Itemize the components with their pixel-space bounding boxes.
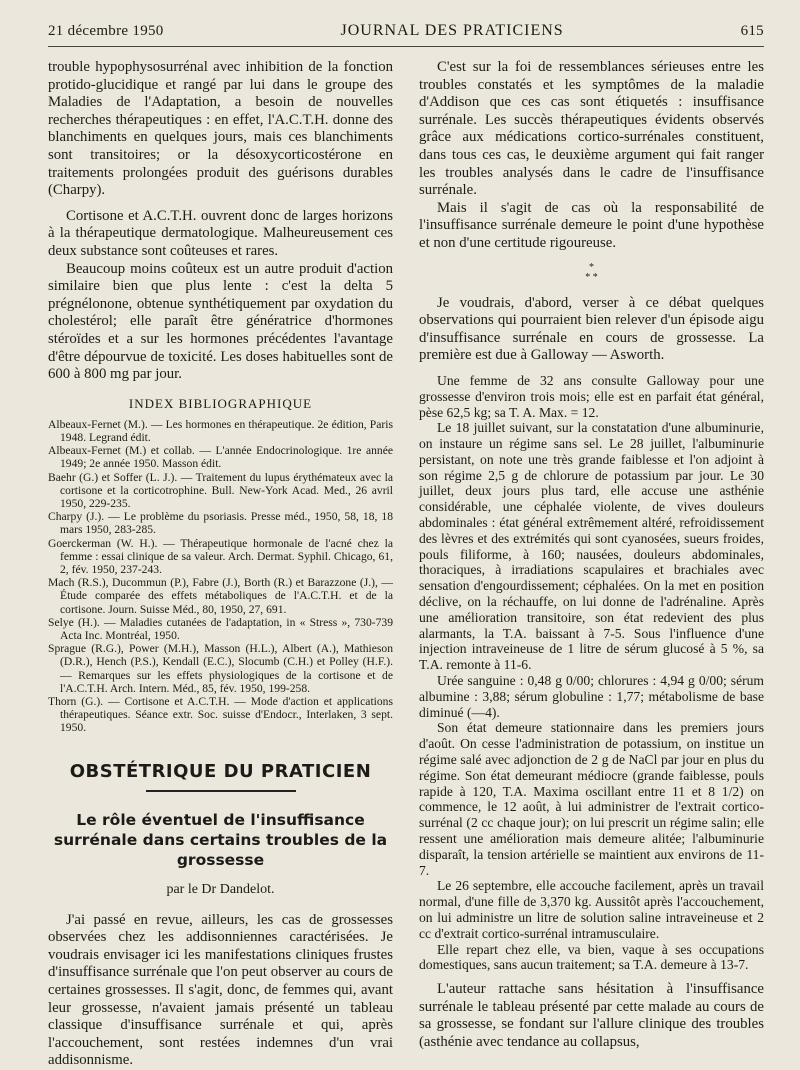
right-paragraph-1: C'est sur la foi de ressemblances sérieuses entre les troubles constatés et les symptômes de la maladie d'Addison que ces cas sont étiquetés : insuffisance surrénale. Les succès thérapeutiques évidents observés grâce aux médications cortico-surrénales constituent, dans tous ces cas, le deuxième argument qui fait ranger les troubles analysés dans le cadre de l'insuffisance surrénale. bbox=[419, 59, 764, 199]
running-header bbox=[48, 22, 764, 47]
header-journal-title: JOURNAL DES PRATICIENS bbox=[340, 22, 564, 39]
bibliography-entry: Charpy (J.). — Le problème du psoriasis. Presse méd., 1950, 58, 18, 18 mars 1950, 283-285. bbox=[48, 510, 393, 537]
left-paragraph-2: Cortisone et A.C.T.H. ouvrent donc de larges horizons à la thérapeutique dermatologique. Malheureusement ces deux substance sont coûteuses et rares. bbox=[48, 207, 393, 259]
bibliography-list bbox=[48, 418, 393, 735]
bibliography-entry: Albeaux-Fernet (M.). — Les hormones en thérapeutique. 2e édition, Paris 1948. Legrand édit. bbox=[48, 417, 393, 444]
left-paragraph-3: Beaucoup moins coûteux est un autre produit d'action similaire bien que plus lente : c'est la delta 5 prégnélonone, obtenue synthétiquement par oxydation du cholestérol; elle paraît être génératrice d'hormones stéroïdes et a sur les hormones précédentes l'avantage d'être dépourvue de toxicité. Les doses habituelles sont de 600 à 800 mg par jour. bbox=[48, 260, 393, 383]
left-column bbox=[48, 59, 393, 1070]
asterism-bottom: * * bbox=[585, 271, 598, 283]
right-paragraph-8: Le 26 septembre, elle accouche facilement, après un travail normal, d'une fille de 3,370 kg. Aussitôt après l'accouchement, on lui administre un litre de solution saline intraveineuse et 2 cc d'extrait cortico-surrénal intramusculaire. bbox=[419, 878, 764, 941]
bibliography-entry: Baehr (G.) et Soffer (L. J.). — Traitement du lupus érythémateux avec la cortisone et la corticotrophine. Bull. New-York Acad. Med., 26 avril 1950, 229-235. bbox=[48, 470, 393, 510]
right-paragraph-5: Le 18 juillet suivant, sur la constatation d'une albuminurie, on instaure un régime sans sel. Le 28 juillet, l'albuminurie persistant, on note une très grande faiblesse et l'on adjoint à son régime 2,5 g de chlorure de potassium par jour. Le 30 juillet, deux jours plus tard, elle accuse une asthénie considérable, une céphalée violente, de vives douleurs abdominales : état général extrêmement altéré, refroidissement des lèvres et des extrémités qui sont cyanosées, sueurs froides, pouls filiforme, à 160; nausées, douleurs abdominales, thoraciques, à irradiations scapulaires et brachiales avec sensation d'engourdissement; céphalées. On la met en position déclive, on la réchauffe, on lui donne de l'adrénaline. Après une amélioration transitoire, son état redevient des plus alarmants, la T.A. baissant à 7-5. Sous l'influence d'une injection intraveineuse de 1 litre de sérum glucosé à 5 %, sa T.A. remonte à 11-6. bbox=[419, 420, 764, 673]
bibliography-entry: Thorn (G.). — Cortisone et A.C.T.H. — Mode d'action et applications thérapeutiques. Séance extr. Soc. suisse d'Endocr., Interlaken, 3 sept. 1950. bbox=[48, 694, 393, 735]
right-paragraph-4: Une femme de 32 ans consulte Galloway pour une grossesse d'environ trois mois; elle est en parfait état général, pèse 62,5 kg; sa T. A. Max. = 12. bbox=[419, 372, 764, 420]
section-title: OBSTÉTRIQUE DU PRATICIEN bbox=[69, 760, 372, 782]
section-divider bbox=[146, 790, 296, 792]
header-page-number: 615 bbox=[740, 23, 764, 39]
bibliography-heading: INDEX BIBLIOGRAPHIQUE bbox=[128, 395, 313, 411]
header-date: 21 décembre 1950 bbox=[48, 23, 164, 39]
article-title: Le rôle éventuel de l'insuffisance surrénale dans certains troubles de la grossesse bbox=[53, 810, 388, 869]
article-byline: par le Dr Dandelot. bbox=[166, 881, 275, 897]
right-paragraph-3: Je voudrais, d'abord, verser à ce débat quelques observations qui pourraient bien relever d'un épisode aigu d'insuffisance surrénale en cours de grossesse. La première est due à Galloway — Asworth. bbox=[419, 294, 764, 364]
bibliography-entry: Sprague (R.G.), Power (M.H.), Masson (H.L.), Albert (A.), Mathieson (D.R.), Hench (P.S.), Kendall (E.C.), Slocumb (C.H.) et Polley (H.F.). — Remarques sur les effets physiologiques de la cortisone et de l'A.C.T.H. Arch. Intern. Méd., 85, fév. 1950, 199-258. bbox=[48, 642, 393, 695]
right-paragraph-6: Urée sanguine : 0,48 g 0/00; chlorures : 4,94 g 0/00; sérum albumine : 3,88; sérum globuline : 1,77; métabolisme de base diminué (—4). bbox=[419, 673, 764, 720]
bibliography-entry: Selye (H.). — Maladies cutanées de l'adaptation, in « Stress », 730-739 Acta Inc. Montréal, 1950. bbox=[48, 615, 393, 642]
left-paragraph-4: J'ai passé en revue, ailleurs, les cas de grossesses observées chez les addisonniennes caractérisées. Je voudrais envisager ici les manifestations cliniques frustes d'insuffisance surrénale que l'on peut observer au cours de certaines grossesses. Il s'agit, donc, de femmes qui, avant leur grossesse, n'avaient jamais présenté un tableau classique d'insuffisance surrénale et qui, après l'accouchement, sont restées indemnes d'un vrai addisonnisme. bbox=[48, 911, 393, 1069]
asterism bbox=[419, 263, 764, 283]
bibliography-entry: Goerckerman (W. H.). — Thérapeutique hormonale de l'acné chez la femme : essai clinique de sa valeur. Arch. Dermat. Syphil. Chicago, 61, 2, fév. 1950, 237-243. bbox=[48, 536, 393, 576]
right-paragraph-10: L'auteur rattache sans hésitation à l'insuffisance surrénale le tableau présenté par cette malade au cours de sa grossesse, se fondant sur l'allure clinique des troubles (asthénie avec tendance au collapsus, bbox=[419, 981, 764, 1050]
bibliography-entry: Mach (R.S.), Ducommun (P.), Fabre (J.), Borth (R.) et Barazzone (J.), — Étude comparée des effets métaboliques de l'A.C.T.H. et de la cortisone. Journ. Suisse Méd., 80, 1950, 27, 691. bbox=[48, 576, 393, 616]
asterism-top: * bbox=[589, 261, 594, 273]
right-paragraph-9: Elle repart chez elle, va bien, vaque à ses occupations domestiques, sans aucun traitement; sa T.A. demeure à 13-7. bbox=[419, 941, 764, 973]
right-paragraph-2: Mais il s'agit de cas où la responsabilité de l'insuffisance surrénale demeure le point d'une hypothèse et non d'une certitude rigoureuse. bbox=[419, 199, 764, 251]
right-paragraph-7: Son état demeure stationnaire dans les premiers jours d'août. On cesse l'administration de potassium, on institue un régime salé avec adjonction de 2 g de NaCl par jour en plus du régime. Son état demeurant médiocre (grande faiblesse, pouls rapide à 120, T.A. Maxima oscillant entre 11 et 8 1/2) on commence, le 12 août, à lui administrer de l'extrait cortico-surrénal (2 cc chaque jour); on lui prescrit un régime salin; elle ressent une amélioration mais demeure alitée; l'albuminurie disparaît, la tension artérielle se maintient aux environs de 11-7. bbox=[419, 720, 764, 878]
left-paragraph-1: trouble hypophysosurrénal avec inhibition de la fonction protido-glucidique et rangé par lui dans le groupe des Maladies de l'Adaptation, a besoin de nouvelles recherches thérapeutiques : en effet, l'A.C.T.H. donne des blanchiments en quelques jours, mais ces blanchiments sont transitoires; or la désoxycorticostérone en traitements prolongées produit des guérisons durables (Charpy). bbox=[48, 59, 393, 199]
bibliography-entry: Albeaux-Fernet (M.) et collab. — L'année Endocrinologique. 1re année 1949; 2e année 1950. Masson édit. bbox=[48, 444, 393, 471]
right-column bbox=[419, 59, 764, 1070]
